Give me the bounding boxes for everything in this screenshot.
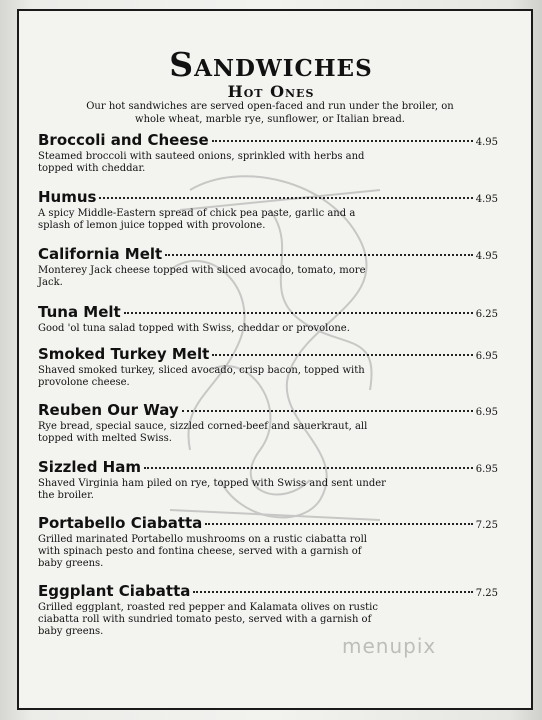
menu-item xyxy=(38,514,498,570)
menu-item xyxy=(38,401,498,445)
item-name: Reuben Our Way xyxy=(38,401,179,419)
item-description: Grilled eggplant, roasted red pepper and Kalamata olives on rustic ciabatta roll with sundried tomato pesto, served with a garnish of baby greens. xyxy=(38,602,378,637)
item-price: 4.95 xyxy=(475,194,498,205)
menu-item xyxy=(38,188,498,232)
leader-dots xyxy=(193,591,472,593)
page-title: Sandwiches xyxy=(169,45,373,84)
item-description: Shaved Virginia ham piled on rye, topped with Swiss and sent under the broiler. xyxy=(38,478,386,501)
item-price: 4.95 xyxy=(475,251,498,262)
item-description: Steamed broccoli with sauteed onions, sprinkled with herbs and topped with cheddar. xyxy=(38,151,365,174)
item-name: Sizzled Ham xyxy=(38,458,141,476)
menu-item xyxy=(38,582,498,638)
leader-dots xyxy=(212,140,473,142)
menu-item xyxy=(38,303,498,335)
item-name: California Melt xyxy=(38,245,163,263)
item-description: Rye bread, special sauce, sizzled corned-beef and sauerkraut, all topped with melted Swiss. xyxy=(38,421,368,444)
item-name: Humus xyxy=(38,188,97,206)
item-description: Grilled marinated Portabello mushrooms on a rustic ciabatta roll with spinach pesto and fontina cheese, served with a garnish of baby greens. xyxy=(38,534,367,569)
item-price: 4.95 xyxy=(475,137,498,148)
item-price: 7.25 xyxy=(475,520,498,531)
item-description: A spicy Middle-Eastern spread of chick pea paste, garlic and a splash of lemon juice topped with provolone. xyxy=(38,208,356,231)
menu-item xyxy=(38,458,498,502)
leader-dots xyxy=(182,410,473,412)
item-price: 7.25 xyxy=(475,588,498,599)
menu-item xyxy=(38,131,498,175)
item-description: Shaved smoked turkey, sliced avocado, crisp bacon, topped with provolone cheese. xyxy=(38,365,365,388)
leader-dots xyxy=(212,354,472,356)
item-price: 6.95 xyxy=(475,407,498,418)
leader-dots xyxy=(165,254,473,256)
item-name: Smoked Turkey Melt xyxy=(38,345,210,363)
item-price: 6.95 xyxy=(475,351,498,362)
leader-dots xyxy=(144,467,473,469)
leader-dots xyxy=(124,312,473,314)
item-name: Tuna Melt xyxy=(38,303,121,321)
item-price: 6.95 xyxy=(475,464,498,475)
watermark-text: menupix xyxy=(342,634,437,658)
item-description: Good 'ol tuna salad topped with Swiss, cheddar or provolone. xyxy=(38,323,350,334)
item-description: Monterey Jack cheese topped with sliced avocado, tomato, more Jack. xyxy=(38,265,366,288)
item-name: Portabello Ciabatta xyxy=(38,514,203,532)
menu-item xyxy=(38,345,498,389)
section-intro: Our hot sandwiches are served open-faced and run under the broiler, on whole wheat, marble rye, sunflower, or Italian bread. xyxy=(86,101,454,125)
leader-dots xyxy=(205,523,472,525)
item-price: 6.25 xyxy=(475,309,498,320)
leader-dots xyxy=(99,197,472,199)
menu-item xyxy=(38,245,498,289)
item-name: Broccoli and Cheese xyxy=(38,131,209,149)
section-subtitle: Hot Ones xyxy=(227,82,315,101)
item-name: Eggplant Ciabatta xyxy=(38,582,191,600)
